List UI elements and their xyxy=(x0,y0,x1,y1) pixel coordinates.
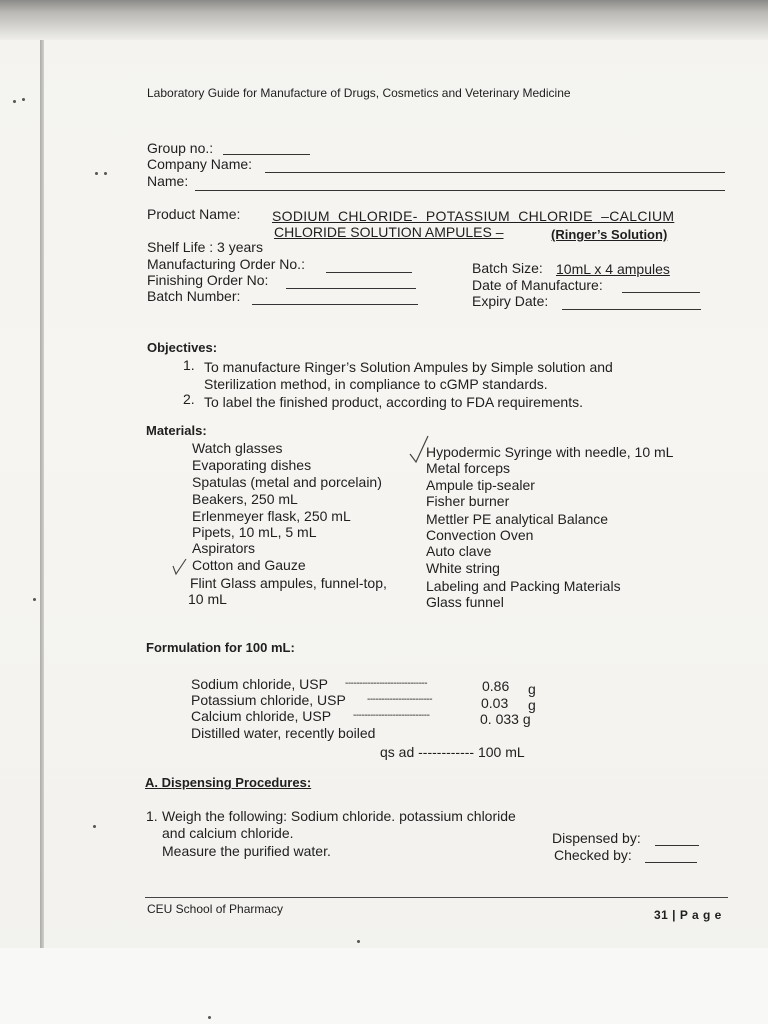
formulation-leader: ----------------------------- xyxy=(345,678,428,689)
formulation-ingredient: Calcium chloride, USP xyxy=(191,708,332,724)
batch-size-value: 10mL x 4 ampules xyxy=(556,261,670,277)
checked-by-blank xyxy=(645,862,697,863)
formulation-ingredient: Sodium chloride, USP xyxy=(191,676,328,692)
objective-1-text: To manufacture Ringer’s Solution Ampules by Simple solution and xyxy=(204,359,613,375)
batch-number-label: Batch Number: xyxy=(147,288,241,304)
product-name-line1: SODIUM CHLORIDE- POTASSIUM CHLORIDE –CALCIUM xyxy=(272,208,675,224)
objective-1-number: 1. xyxy=(183,357,195,373)
formulation-amount: 0. 033 g xyxy=(480,711,531,727)
scan-speck xyxy=(208,1016,211,1019)
handwritten-check-mark-icon xyxy=(170,556,190,578)
material-left-item: Watch glasses xyxy=(192,440,283,456)
formulation-leader: ----------------------- xyxy=(367,694,433,705)
objective-2-number: 2. xyxy=(183,391,195,407)
batch-size-label: Batch Size: xyxy=(472,260,543,276)
material-left-item: Flint Glass ampules, funnel-top, xyxy=(190,575,387,591)
finishing-order-label: Finishing Order No: xyxy=(147,272,269,288)
formulation-amount: 0.86 xyxy=(482,678,510,694)
scan-speck xyxy=(93,825,96,828)
company-name-blank xyxy=(265,172,725,173)
group-no-blank xyxy=(223,154,310,155)
batch-number-blank xyxy=(252,304,418,305)
scan-left-edge xyxy=(40,40,44,950)
checked-by-label: Checked by: xyxy=(554,847,632,863)
shelf-life: Shelf Life : 3 years xyxy=(147,239,263,255)
formulation-ingredient: Potassium chloride, USP xyxy=(191,692,346,708)
handwritten-check-mark-icon xyxy=(408,432,432,468)
material-right-item: Auto clave xyxy=(426,543,492,559)
objective-1-text-cont: Sterilization method, in compliance to cGMP standards. xyxy=(204,376,548,392)
scan-top-shadow xyxy=(0,0,768,40)
material-right-item: Glass funnel xyxy=(426,594,504,610)
material-left-item: Aspirators xyxy=(192,540,256,556)
material-left-item: Pipets, 10 mL, 5 mL xyxy=(192,524,317,540)
material-right-item: Labeling and Packing Materials xyxy=(426,578,621,594)
formulation-unit: g xyxy=(528,681,536,697)
scan-bottom-margin xyxy=(0,948,768,1024)
material-right-item: Metal forceps xyxy=(426,460,511,476)
product-name-alias: (Ringer’s Solution) xyxy=(551,227,668,242)
group-no-label: Group no.: xyxy=(147,140,214,156)
scan-speck xyxy=(95,172,98,175)
objectives-heading: Objectives: xyxy=(147,340,218,355)
product-name-label: Product Name: xyxy=(147,206,241,222)
material-right-item: Ampule tip-sealer xyxy=(426,477,535,493)
formulation-heading: Formulation for 100 mL: xyxy=(146,640,295,655)
footer-school: CEU School of Pharmacy xyxy=(147,902,284,916)
scan-speck xyxy=(13,100,16,103)
dispensed-by-label: Dispensed by: xyxy=(552,830,641,846)
footer-page-number: 31 | P a g e xyxy=(654,908,722,922)
material-left-item: Spatulas (metal and porcelain) xyxy=(192,474,382,490)
material-left-item: Evaporating dishes xyxy=(192,457,312,473)
scan-speck xyxy=(33,598,36,601)
name-label: Name: xyxy=(147,173,189,189)
material-right-item: White string xyxy=(426,560,500,576)
footer-rule xyxy=(145,897,728,898)
material-left-item: Beakers, 250 mL xyxy=(192,491,298,507)
dispensing-step-number: 1. xyxy=(146,808,158,824)
material-left-item: Cotton and Gauze xyxy=(192,557,306,573)
dispensing-step-text: Weigh the following: Sodium chloride. potassium chloride xyxy=(162,808,516,824)
date-of-manufacture-blank xyxy=(622,292,700,293)
formulation-leader: --------------------------- xyxy=(353,710,430,721)
page-header: Laboratory Guide for Manufacture of Drugs, Cosmetics and Veterinary Medicine xyxy=(147,86,571,100)
company-name-label: Company Name: xyxy=(147,156,253,172)
formulation-water: Distilled water, recently boiled xyxy=(191,725,376,741)
scan-speck xyxy=(357,940,360,943)
dispensing-step-text: and calcium chloride. xyxy=(162,825,294,841)
manufacturing-order-label: Manufacturing Order No.: xyxy=(147,256,305,272)
formulation-amount: 0.03 xyxy=(481,695,509,711)
name-blank xyxy=(195,190,725,191)
dispensing-heading: A. Dispensing Procedures: xyxy=(145,775,312,790)
finishing-order-blank xyxy=(286,288,416,289)
date-of-manufacture-label: Date of Manufacture: xyxy=(472,277,603,293)
dispensing-step-text: Measure the purified water. xyxy=(162,843,331,859)
materials-heading: Materials: xyxy=(146,423,207,438)
manufacturing-order-blank xyxy=(326,272,412,273)
product-name-line2: CHLORIDE SOLUTION AMPULES – xyxy=(274,224,504,240)
material-right-item: Fisher burner xyxy=(426,493,510,509)
scan-speck xyxy=(104,172,107,175)
material-right-item: Hypodermic Syringe with needle, 10 mL xyxy=(426,444,674,460)
objective-2-text: To label the finished product, according to FDA requirements. xyxy=(204,394,583,410)
scan-speck xyxy=(22,98,25,101)
material-right-item: Convection Oven xyxy=(426,527,534,543)
material-left-item: Erlenmeyer flask, 250 mL xyxy=(192,508,351,524)
formulation-qs: qs ad ------------ 100 mL xyxy=(380,744,525,760)
material-left-item: 10 mL xyxy=(188,591,227,607)
expiry-date-blank xyxy=(562,309,701,310)
expiry-date-label: Expiry Date: xyxy=(472,293,549,309)
material-right-item: Mettler PE analytical Balance xyxy=(426,511,609,527)
dispensed-by-blank xyxy=(655,845,699,846)
formulation-unit: g xyxy=(528,697,536,713)
